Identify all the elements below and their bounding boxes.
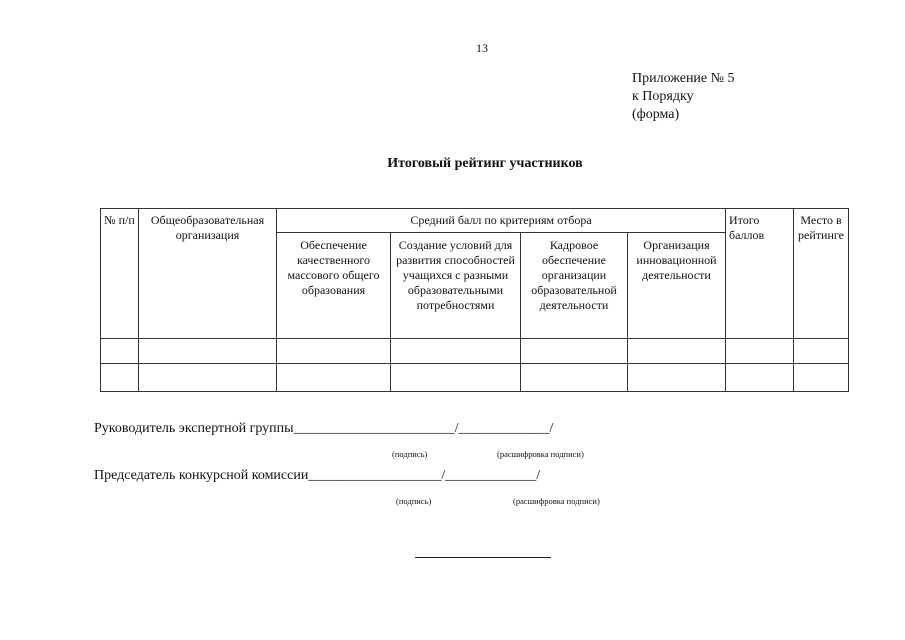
table-row (101, 339, 849, 364)
leader-label: Руководитель экспертной группы (94, 421, 294, 436)
table-cell (139, 339, 277, 364)
table-cell (521, 364, 628, 392)
table-cell (391, 339, 521, 364)
table-cell (521, 339, 628, 364)
table-cell (628, 364, 726, 392)
leader-signature-line (94, 421, 553, 437)
header-total: Итого баллов (726, 209, 794, 339)
chair-blank-lines: ___________________/_____________/ (308, 468, 541, 483)
leader-blank-lines: _______________________/_____________/ (293, 421, 554, 436)
appendix-line-3: (форма) (632, 107, 680, 122)
bottom-divider (415, 557, 551, 558)
appendix-line-2: к Порядку (632, 89, 694, 104)
header-organization: Общеобразовательная организация (139, 209, 277, 339)
leader-decoding-caption: (расшифровка подписи) (497, 449, 584, 459)
header-number: № п/п (101, 209, 139, 339)
criterion-innovation: Организация инновационной деятельности (628, 233, 726, 339)
appendix-line-1: Приложение № 5 (632, 71, 735, 86)
document-title: Итоговый рейтинг участников (387, 156, 583, 171)
table-row (101, 364, 849, 392)
table-cell (794, 339, 849, 364)
criterion-quality: Обеспечение качественного массового общего образования (277, 233, 391, 339)
table-cell (628, 339, 726, 364)
chair-signature-line (94, 468, 540, 484)
criterion-abilities: Создание условий для развития способностей учащихся с разными образовательными потребностями (391, 233, 521, 339)
table-cell (794, 364, 849, 392)
chair-label: Председатель конкурсной комиссии (94, 468, 309, 483)
table-cell (726, 339, 794, 364)
table-cell (726, 364, 794, 392)
chair-decoding-caption: (расшифровка подписи) (513, 496, 600, 506)
header-criteria: Средний балл по критериям отбора (277, 209, 726, 233)
table-cell (101, 339, 139, 364)
header-place: Место в рейтинге (794, 209, 849, 339)
page-number: 13 (476, 41, 488, 55)
rating-table (100, 208, 849, 392)
criterion-staffing: Кадровое обеспечение организации образовательной деятельности (521, 233, 628, 339)
table-cell (391, 364, 521, 392)
table-cell (101, 364, 139, 392)
table-cell (277, 339, 391, 364)
appendix-note (632, 70, 735, 124)
table-cell (277, 364, 391, 392)
table-cell (139, 364, 277, 392)
chair-signature-caption: (подпись) (396, 496, 432, 506)
leader-signature-caption: (подпись) (392, 449, 428, 459)
